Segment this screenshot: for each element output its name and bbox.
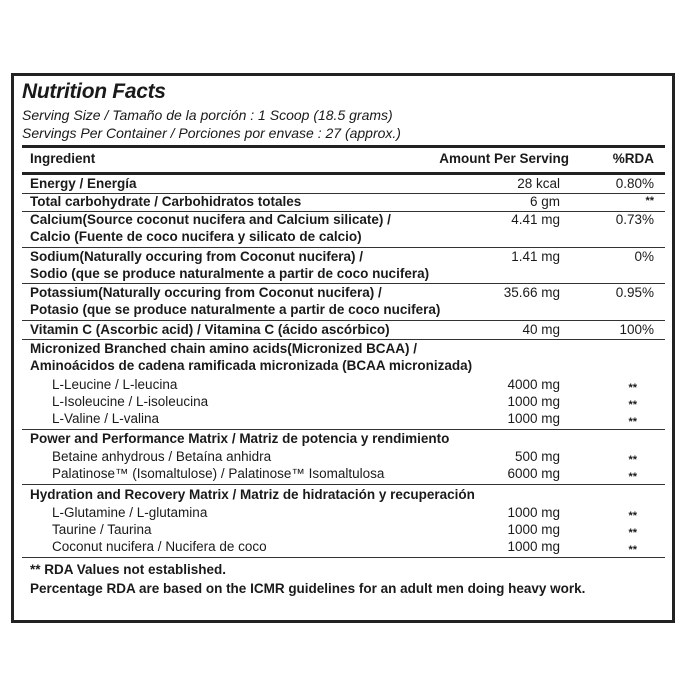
nutrition-table	[22, 145, 665, 602]
row-calcium	[22, 212, 665, 248]
item-name: Taurine / Taurina	[52, 522, 152, 537]
serving-size: Serving Size / Tamaño de la porción : 1 Scoop (18.5 grams)	[22, 107, 393, 123]
item-rda: **	[628, 454, 637, 466]
item-amount: 4000 mg	[507, 377, 560, 392]
row-name-line1: Sodium(Naturally occuring from Coconut nucifera) /	[30, 249, 364, 264]
row-name: Energy / Energía	[30, 176, 137, 191]
footnote-rda: ** RDA Values not established.	[30, 562, 227, 577]
row-name-line2: Sodio (que se produce naturalmente a partir de coco nucifera)	[30, 266, 430, 281]
servings-per-container: Servings Per Container / Porciones por envase : 27 (approx.)	[22, 125, 401, 141]
nutrition-facts-panel	[11, 73, 675, 623]
row-amount: 40 mg	[522, 322, 560, 337]
row-vitamin-c	[22, 321, 665, 340]
row-name: Total carbohydrate / Carbohidratos totales	[30, 194, 302, 209]
row-amount: 1.41 mg	[511, 249, 560, 264]
row-amount: 4.41 mg	[511, 212, 560, 227]
item-rda: **	[628, 399, 637, 411]
item-amount: 6000 mg	[507, 466, 560, 481]
item-amount: 1000 mg	[507, 505, 560, 520]
item-name: L-Valine / L-valina	[52, 411, 160, 426]
row-amount: 6 gm	[529, 194, 560, 209]
section-power	[22, 430, 665, 485]
section-title-line1: Micronized Branched chain amino acids(Micronized BCAA) /	[30, 341, 418, 356]
item-rda: **	[628, 510, 637, 522]
row-amount: 28 kcal	[517, 176, 560, 191]
row-name-line1: Calcium(Source coconut nucifera and Calcium silicate) /	[30, 212, 391, 227]
footnote-icmr: Percentage RDA are based on the ICMR guidelines for an adult men doing heavy work.	[30, 581, 586, 596]
row-name: Vitamin C (Ascorbic acid) / Vitamina C (ácido ascórbico)	[30, 322, 390, 337]
section-bcaa	[22, 340, 665, 430]
row-rda: 0.73%	[615, 212, 654, 227]
item-amount: 1000 mg	[507, 411, 560, 426]
row-name-line2: Calcio (Fuente de coco nucifera y silicato de calcio)	[30, 229, 362, 244]
header-amount: Amount Per Serving	[439, 151, 569, 166]
row-amount: 35.66 mg	[503, 285, 560, 300]
item-rda: **	[628, 527, 637, 539]
row-rda: 0.80%	[615, 176, 654, 191]
section-title-line2: Aminoácidos de cadena ramificada micronizada (BCAA micronizada)	[30, 358, 473, 373]
header-ingredient: Ingredient	[30, 151, 96, 166]
item-name: L-Glutamine / L-glutamina	[52, 505, 208, 520]
item-name: Betaine anhydrous / Betaína anhidra	[52, 449, 272, 464]
row-energy	[22, 175, 665, 194]
section-title: Power and Performance Matrix / Matriz de potencia y rendimiento	[30, 431, 450, 446]
row-carbs	[22, 194, 665, 212]
header-rda: %RDA	[612, 151, 654, 166]
row-name-line1: Potassium(Naturally occuring from Coconut nucifera) /	[30, 285, 382, 300]
row-name-line2: Potasio (que se produce naturalmente a partir de coco nucifera)	[30, 302, 441, 317]
row-rda: 0.95%	[615, 285, 654, 300]
item-amount: 500 mg	[514, 449, 560, 464]
row-rda: **	[645, 195, 654, 207]
item-name: L-Isoleucine / L-isoleucina	[52, 394, 209, 409]
item-amount: 1000 mg	[507, 394, 560, 409]
item-amount: 1000 mg	[507, 539, 560, 554]
item-rda: **	[628, 544, 637, 556]
item-name: L-Leucine / L-leucina	[52, 377, 178, 392]
row-sodium	[22, 248, 665, 284]
footnotes	[22, 558, 665, 602]
panel-title: Nutrition Facts	[22, 80, 166, 103]
item-rda: **	[628, 471, 637, 483]
item-name: Palatinose™ (Isomaltulose) / Palatinose™ Isomaltulosa	[52, 466, 385, 481]
row-rda: 0%	[634, 249, 654, 264]
item-rda: **	[628, 416, 637, 428]
row-rda: 100%	[619, 322, 654, 337]
item-rda: **	[628, 382, 637, 394]
section-title: Hydration and Recovery Matrix / Matriz de hidratación y recuperación	[30, 487, 475, 502]
row-potassium	[22, 284, 665, 321]
item-amount: 1000 mg	[507, 522, 560, 537]
table-header	[22, 148, 665, 175]
item-name: Coconut nucifera / Nucifera de coco	[52, 539, 267, 554]
section-hydration	[22, 485, 665, 558]
